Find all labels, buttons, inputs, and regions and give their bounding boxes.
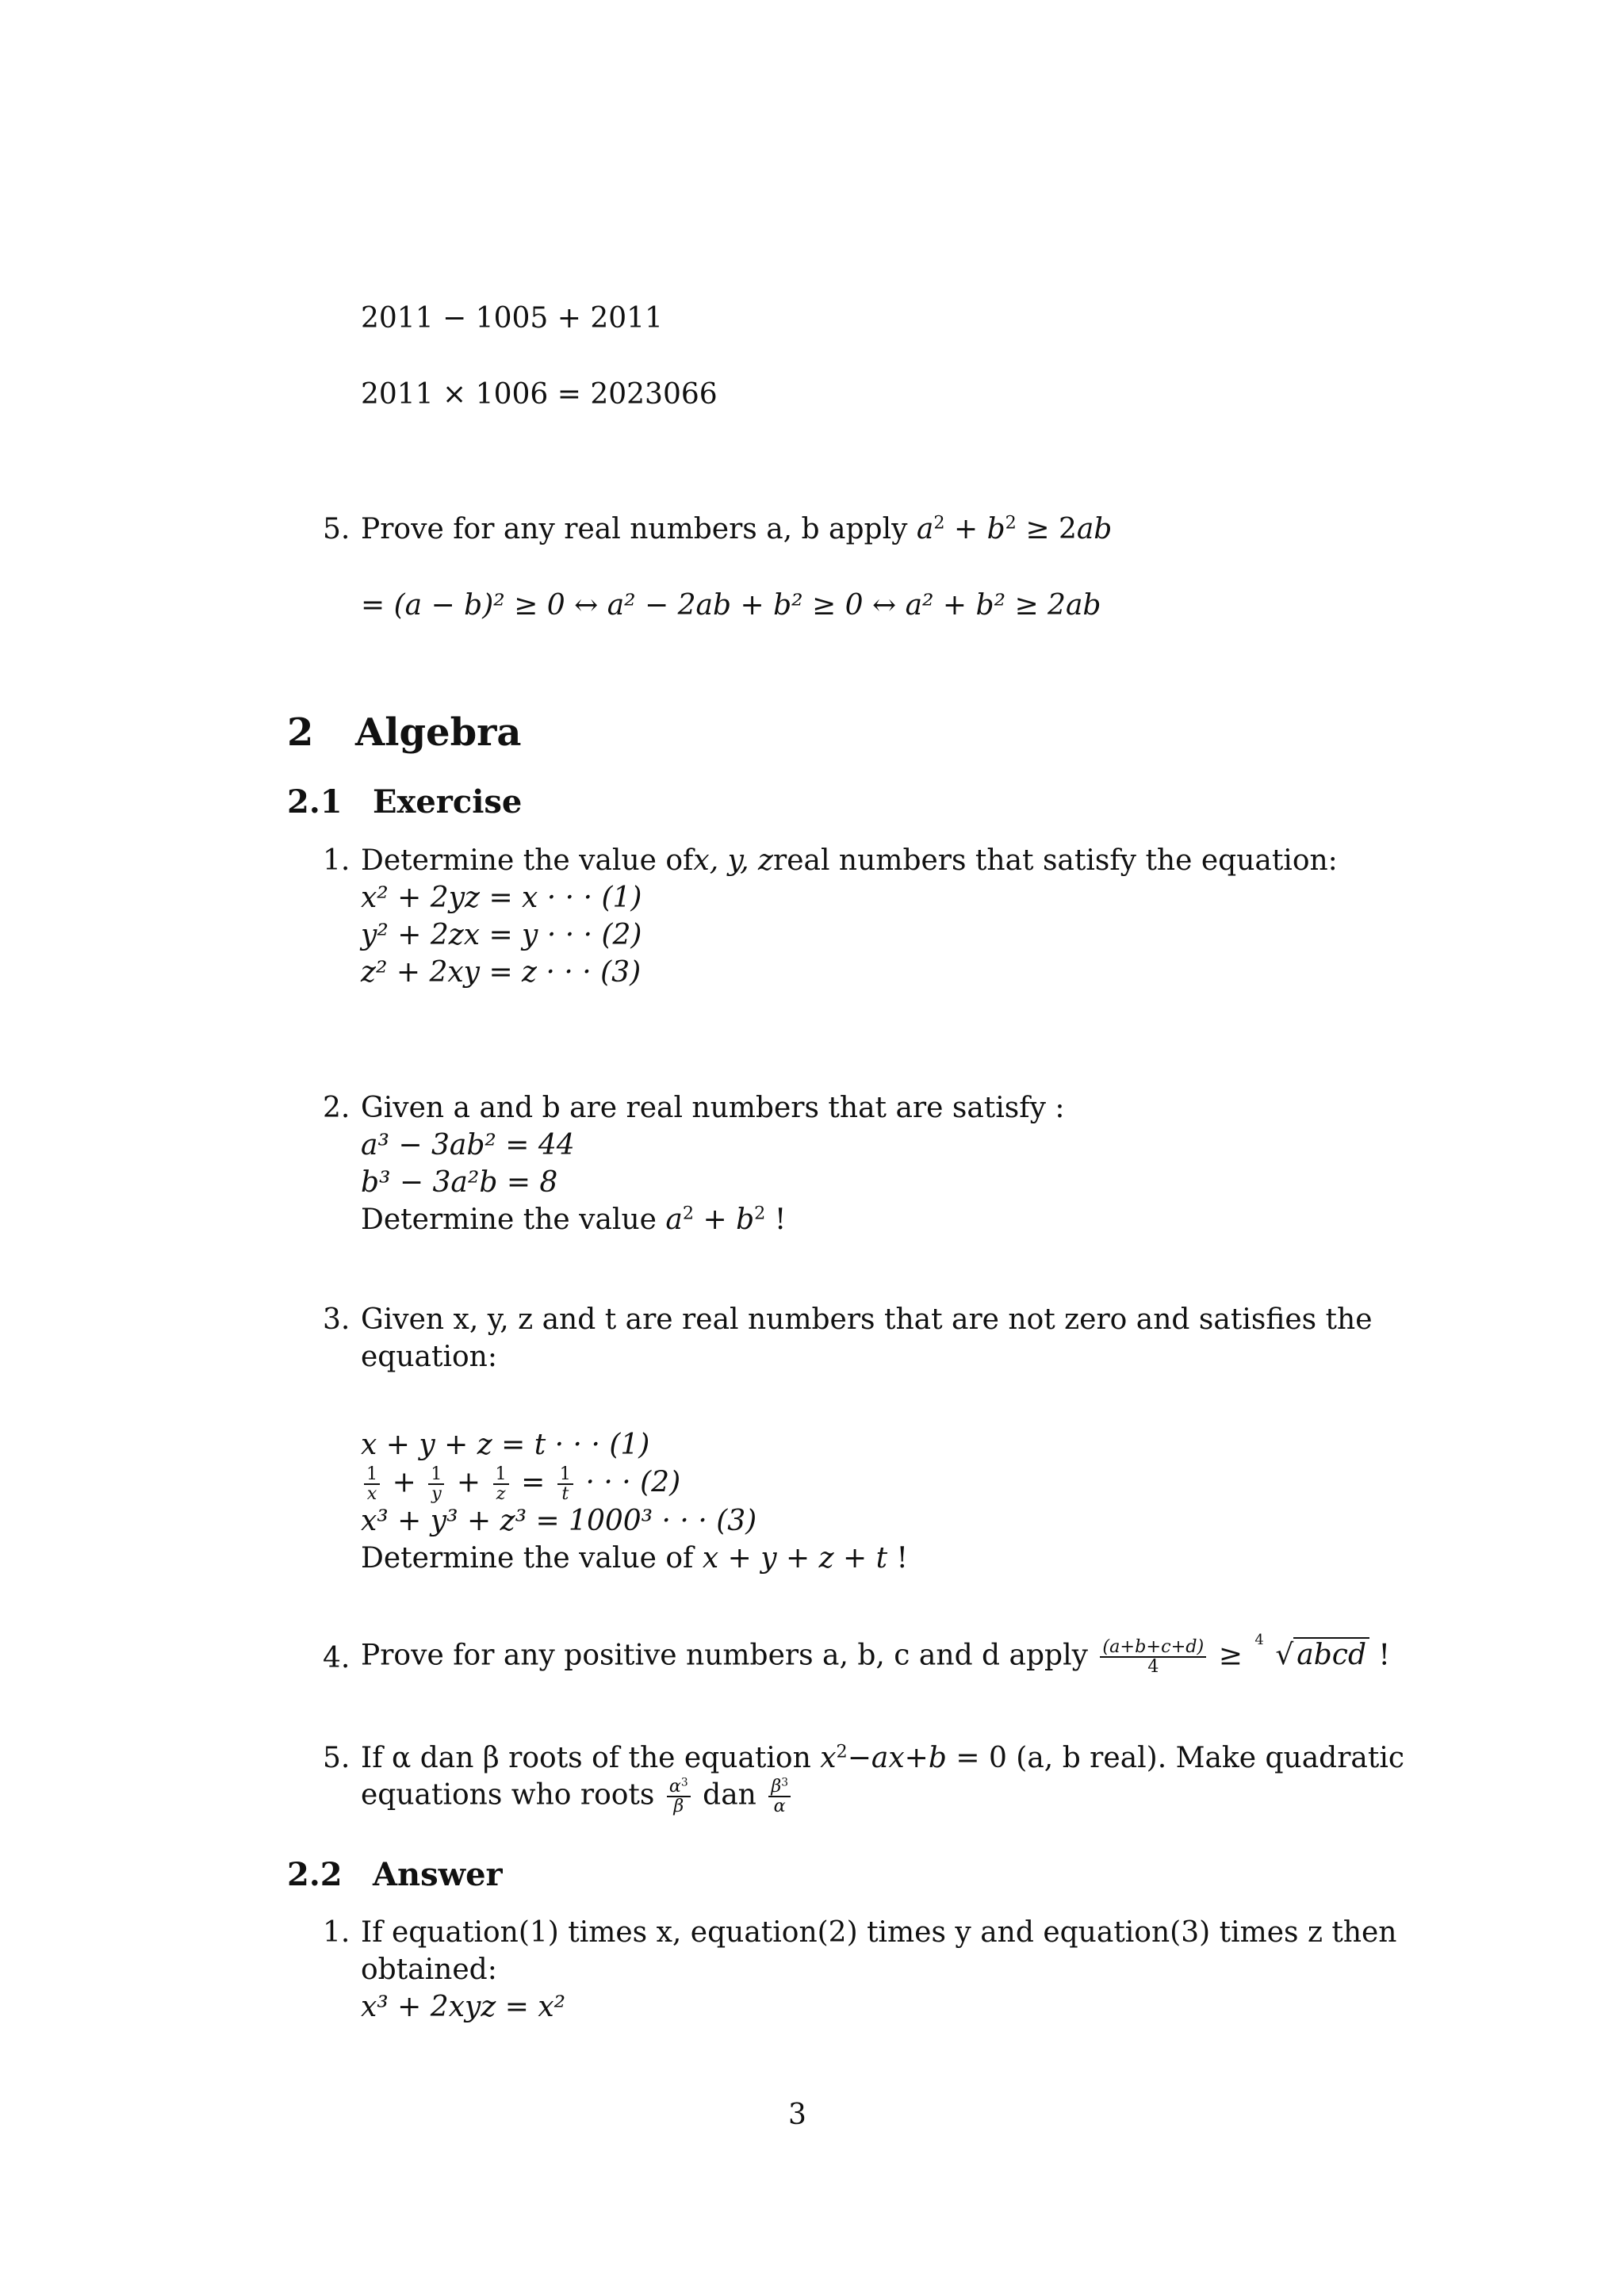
exercise-2-ask-text: Determine the value (361, 1203, 657, 1236)
calc-line-1: 2011 − 1005 + 2011 (361, 302, 663, 335)
subsection-answer-number: 2.2 (287, 1856, 343, 1893)
exercise-1-text-tail: real numbers that satisfy the equation: (773, 844, 1338, 877)
prev-item-5-statement (361, 512, 1113, 545)
exercise-2-number: 2. (323, 1092, 350, 1124)
prev-item-5-text: Prove for any real numbers a, b apply (361, 513, 908, 545)
prev-item-5-inequality: $a^2 + b^2 \ge 2ab$ (916, 512, 1113, 545)
exercise-3-eq-1: x + y + z = t · · · (1) (361, 1429, 650, 1461)
exercise-4-frac-den: 4 (1147, 1656, 1159, 1678)
exercise-3-text-a: Given x, y, z and t are real numbers that are not zero and satisfies the (361, 1303, 1373, 1336)
exercise-1-text: Determine the value of (361, 844, 694, 877)
answer-1-text-b: obtained: (361, 1954, 497, 1986)
section-title: Algebra (355, 710, 522, 755)
exercise-4-fraction (1100, 1638, 1206, 1677)
exercise-1-statement (361, 844, 1338, 877)
exercise-3-ask-text: Determine the value of (361, 1542, 694, 1575)
exercise-5-line-a (361, 1741, 1405, 1774)
exercise-3-ask-expr: x + y + z + t (702, 1542, 888, 1575)
exercise-5-root-1: $\frac{\alpha^3}{\beta}$ (667, 1777, 691, 1816)
exercise-2-ask: Determine the value $a^2 + b^2$ ! (361, 1203, 787, 1236)
exercise-1-vars: x, y, z (693, 844, 773, 877)
answer-1-eq-1: x³ + 2xyz = x² (361, 1991, 566, 2023)
exercise-4-fourth-root: 4 √ abcd (1256, 1641, 1369, 1670)
exercise-5-line-b (361, 1777, 794, 1816)
subsection-exercise-number: 2.1 (287, 783, 343, 821)
exercise-3-eq-2: $\frac{1}{x}$ + $\frac{1}{y}$ + $\frac{1}{z}$ = $\frac{1}{t}$ · · · (2) (361, 1465, 680, 1504)
exercise-4-statement: Prove for any positive numbers a, b, c and d apply $\frac{(a+b+c+d)}{4}$ ≥ 4 √ abcd ! (361, 1632, 1390, 1678)
exercise-1-eq-1: x² + 2yz = x · · · (1) (361, 882, 642, 914)
exercise-5-text-a: If α dan β roots of the equation (361, 1742, 811, 1774)
exercise-3-number: 3. (323, 1303, 350, 1336)
prev-item-5-proof: = (a − b)² ≥ 0 ↔ a² − 2ab + b² ≥ 0 ↔ a² + b² ≥ 2ab (361, 589, 1101, 622)
exercise-5-text-a2: (a, b real). Make quadratic (1016, 1742, 1405, 1774)
calc-line-2: 2011 × 1006 = 2023066 (361, 378, 718, 411)
exercise-3-eq-2-tail: · · · (2) (585, 1466, 681, 1499)
exercise-4-text: Prove for any positive numbers a, b, c and d apply (361, 1639, 1088, 1672)
subsection-answer-title: Answer (373, 1856, 503, 1893)
subsection-exercise-title: Exercise (373, 783, 523, 821)
exercise-3-eq-3: x³ + y³ + z³ = 1000³ · · · (3) (361, 1505, 757, 1537)
exercise-2-eq-1: a³ − 3ab² = 44 (361, 1129, 575, 1161)
exercise-1-eq-2: y² + 2zx = y · · · (2) (361, 919, 642, 951)
exercise-2-text: Given a and b are real numbers that are satisfy : (361, 1092, 1065, 1124)
exercise-5-equation: $x^2-ax+b = 0$ (820, 1741, 1007, 1774)
answer-1-number: 1. (323, 1916, 350, 1949)
answer-1-text-a: If equation(1) times x, equation(2) times y and equation(3) times z then (361, 1916, 1397, 1949)
exercise-3-text-b: equation: (361, 1341, 497, 1373)
exercise-1-eq-3: z² + 2xy = z · · · (3) (361, 956, 642, 989)
exercise-5-text-b: equations who roots (361, 1778, 655, 1812)
exercise-1-number: 1. (323, 844, 350, 877)
exercise-5-dan: dan (703, 1778, 756, 1812)
prev-item-5-number: 5. (323, 513, 350, 545)
exercise-4-number: 4. (323, 1642, 350, 1674)
exercise-4-frac-num: (a+b+c+d) (1100, 1638, 1206, 1658)
exercise-3-ask: Determine the value of x + y + z + t ! (361, 1542, 908, 1575)
exercise-5-root-2: $\frac{\beta^3}{\alpha}$ (768, 1777, 791, 1816)
section-number: 2 (287, 710, 314, 755)
page-number: 3 (788, 2099, 806, 2131)
exercise-2-ask-expr: $a^2 + b^2$ (665, 1203, 766, 1236)
exercise-2-eq-2: b³ − 3a²b = 8 (361, 1166, 558, 1199)
exercise-5-number: 5. (323, 1742, 350, 1774)
